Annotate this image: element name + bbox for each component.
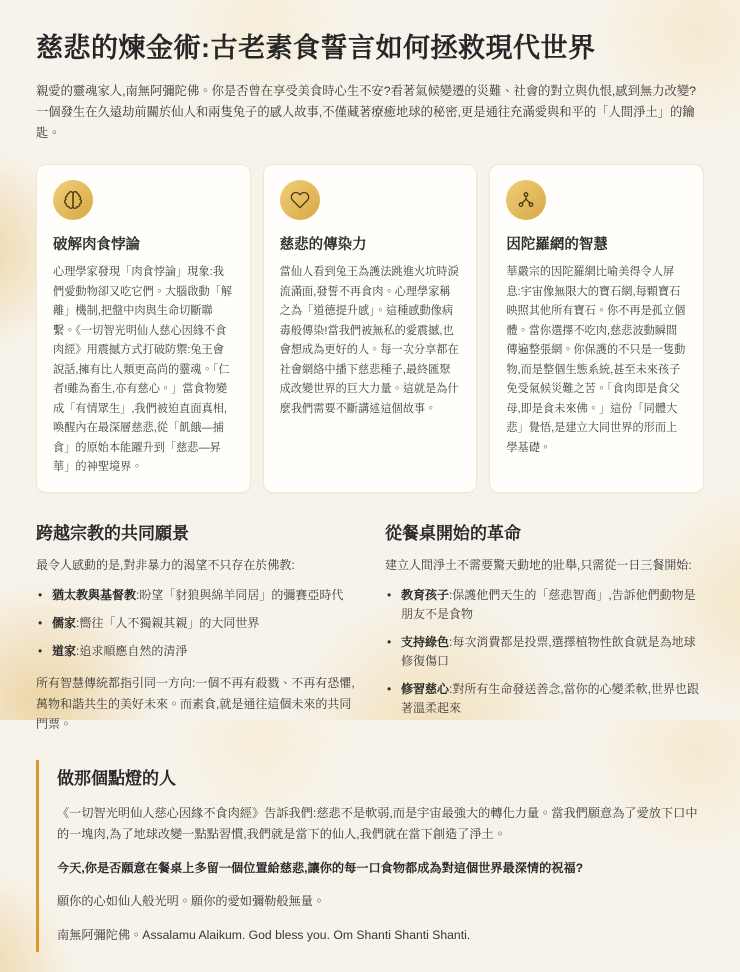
page-title: 慈悲的煉金術:古老素食誓言如何拯救現代世界 [36,33,596,63]
bullet-text: :保護他們天生的「慈悲智商」,告訴他們動物是朋友不是食物 [401,587,696,621]
bullet-text: :每次消費都是投票,選擇植物性飲食就是為地球修復傷口 [401,634,696,669]
section-table-revolution [385,519,704,735]
religion-bullet-list [36,586,355,662]
brain-icon [53,180,93,220]
list-item [36,642,355,661]
card-compassion-contagion [263,164,478,492]
bullet-text: :盼望「豺狼與綿羊同居」的彌賽亞時代 [136,587,344,602]
bullet-text: :追求順應自然的清淨 [76,643,188,658]
card-body: 華嚴宗的因陀羅網比喻美得令人屏息:宇宙像無限大的寶石網,每顆寶石映照其他所有寶石。你不再是孤立個體。當你選擇不吃肉,慈悲波動瞬間傳遍整張網。你保護的不只是一隻動物,而是整個生態系統,甚至未來孩子免受氣候災難之苦。「食肉即是食父母,即是食未來佛。」這份「同體大悲」覺悟,是建立大同世界的形而上學基礎。 [506,266,686,454]
section-closing: 所有智慧傳統都指引同一方向:一個不再有殺戮、不再有恐懼,萬物和諧共生的美好未來。而素食,就是通往這個未來的共同門票。 [36,676,355,731]
bullet-lead: 教育孩子 [401,587,450,602]
bullet-lead: 猶太教與基督教 [52,587,137,602]
list-item [36,614,355,633]
bullet-lead: 儒家 [52,615,77,630]
callout-question: 今天,你是否願意在餐桌上多留一個位置給慈悲,讓你的每一口食物都成為對這個世界最深情的祝福? [57,860,584,875]
list-item [36,586,355,605]
section-heading: 跨越宗教的共同願景 [36,523,189,543]
section-heading: 從餐桌開始的革命 [385,523,521,543]
card-title: 慈悲的傳染力 [279,237,367,254]
list-item [385,586,704,624]
lamplighter-callout [36,760,704,952]
card-title: 因陀羅網的智慧 [506,237,608,254]
section-intro: 最令人感動的是,對非暴力的渴望不只存在於佛教: [36,557,295,572]
card-body: 心理學家發現「肉食悖論」現象:我們愛動物卻又吃它們。大腦啟動「解離」機制,把盤中肉與生命切斷聯繫。《一切智光明仙人慈心因緣不食肉經》用震撼方式打破防禦:兔王會說話,擁有比人類更高尚的靈魂。「仁者!雖為畜生,亦有慈心。」當食物變成「有情眾生」,我們被迫直面真相,喚醒內在最深層慈悲,從「飢餓—捕食」的原始本能躍升到「慈悲—昇華」的神聖境界。 [53,266,233,474]
network-icon [506,180,546,220]
feature-cards-row [36,164,704,492]
card-meat-paradox [36,164,251,492]
section-shared-vision [36,519,355,735]
bullet-text: :嚮往「人不獨親其親」的大同世界 [76,615,260,630]
list-item [385,633,704,671]
bullet-lead: 支持綠色 [401,634,450,649]
card-body: 當仙人看到兔王為護法跳進火坑時淚流滿面,發誓不再食肉。心理學家稱之為「道德提升感」。這種感動像病毒般傳染!當我們被無私的愛震撼,也會想成為更好的人。每一次分享都在社會網絡中播下慈悲種子,最終匯聚成改變世界的巨大力量。這就是為什麼我們需要不斷講述這個故事。 [279,266,459,415]
intro-paragraph: 親愛的靈魂家人,南無阿彌陀佛。你是否曾在享受美食時心生不安?看著氣候變遷的災難、社會的對立與仇恨,感到無力改變?一個發生在久遠劫前關於仙人和兩隻兔子的感人故事,不僅藏著療癒地球的秘密,更是通往充滿愛與和平的「人間淨土」的鑰匙。 [36,84,696,141]
bullet-lead: 道家 [52,643,77,658]
heart-icon [280,180,320,220]
card-indra-net [489,164,704,492]
bullet-lead: 修習慈心 [401,682,450,697]
callout-signoff: 南無阿彌陀佛。Assalamu Alaikum. God bless you. Om Shanti Shanti Shanti. [57,928,471,943]
bullet-text: :對所有生命發送善念,當你的心變柔軟,世界也跟著溫柔起來 [401,682,700,716]
list-item [385,680,704,718]
practice-bullet-list [385,586,704,719]
card-title: 破解肉食悖論 [53,237,140,254]
callout-paragraph: 《一切智光明仙人慈心因緣不食肉經》告訴我們:慈悲不是軟弱,而是宇宙最強大的轉化力量。當我們願意為了愛放下口中的一塊肉,為了地球改變一點點習慣,我們就是當下的仙人,我們就在當下創造了淨土。 [57,806,698,842]
section-intro: 建立人間淨土不需要驚天動地的壯舉,只需從一日三餐開始: [385,557,692,572]
callout-blessing: 願你的心如仙人般光明。願你的愛如彌勒般無量。 [57,894,326,909]
callout-heading: 做那個點燈的人 [57,769,176,789]
two-column-sections [36,519,704,735]
